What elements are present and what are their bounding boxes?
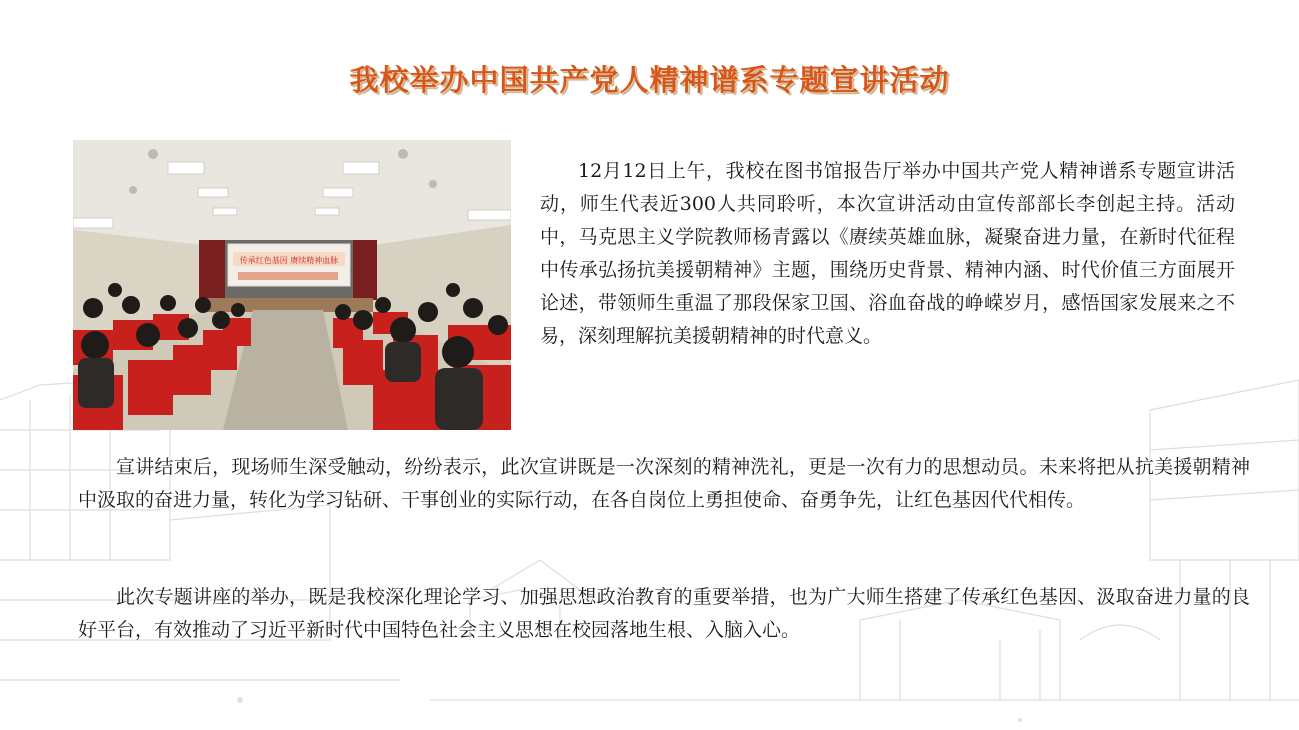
lecture-hall-photo [73, 140, 511, 430]
paragraph-reaction: 宣讲结束后，现场师生深受触动，纷纷表示，此次宣讲既是一次深刻的精神洗礼，更是一次有力的思想动员。未来将把从抗美援朝精神中汲取的奋进力量，转化为学习钻研、干事创业的实际行动，在各自岗位上勇担使命、奋勇争先，让红色基因代代相传。 [78, 456, 1250, 511]
paragraph-significance: 此次专题讲座的举办，既是我校深化理论学习、加强思想政治教育的重要举措，也为广大师生搭建了传承红色基因、汲取奋进力量的良好平台，有效推动了习近平新时代中国特色社会主义思想在校园落地生根、入脑入心。 [78, 586, 1250, 641]
page-title: 我校举办中国共产党人精神谱系专题宣讲活动 [349, 63, 950, 97]
paragraph-intro: 12月12日上午，我校在图书馆报告厅举办中国共产党人精神谱系专题宣讲活动，师生代表近300人共同聆听，本次宣讲活动由宣传部部长李创起主持。活动中，马克思主义学院教师杨青露以《赓续英雄血脉，凝聚奋进力量，在新时代征程中传承弘扬抗美援朝精神》主题，围绕历史背景、精神内涵、时代价值三方面展开论述，带领师生重温了那段保家卫国、浴血奋战的峥嵘岁月，感悟国家发展来之不易，深刻理解抗美援朝精神的时代意义。 [540, 160, 1235, 347]
screen-banner-text: 传承红色基因 赓续精神血脉 [239, 256, 339, 265]
